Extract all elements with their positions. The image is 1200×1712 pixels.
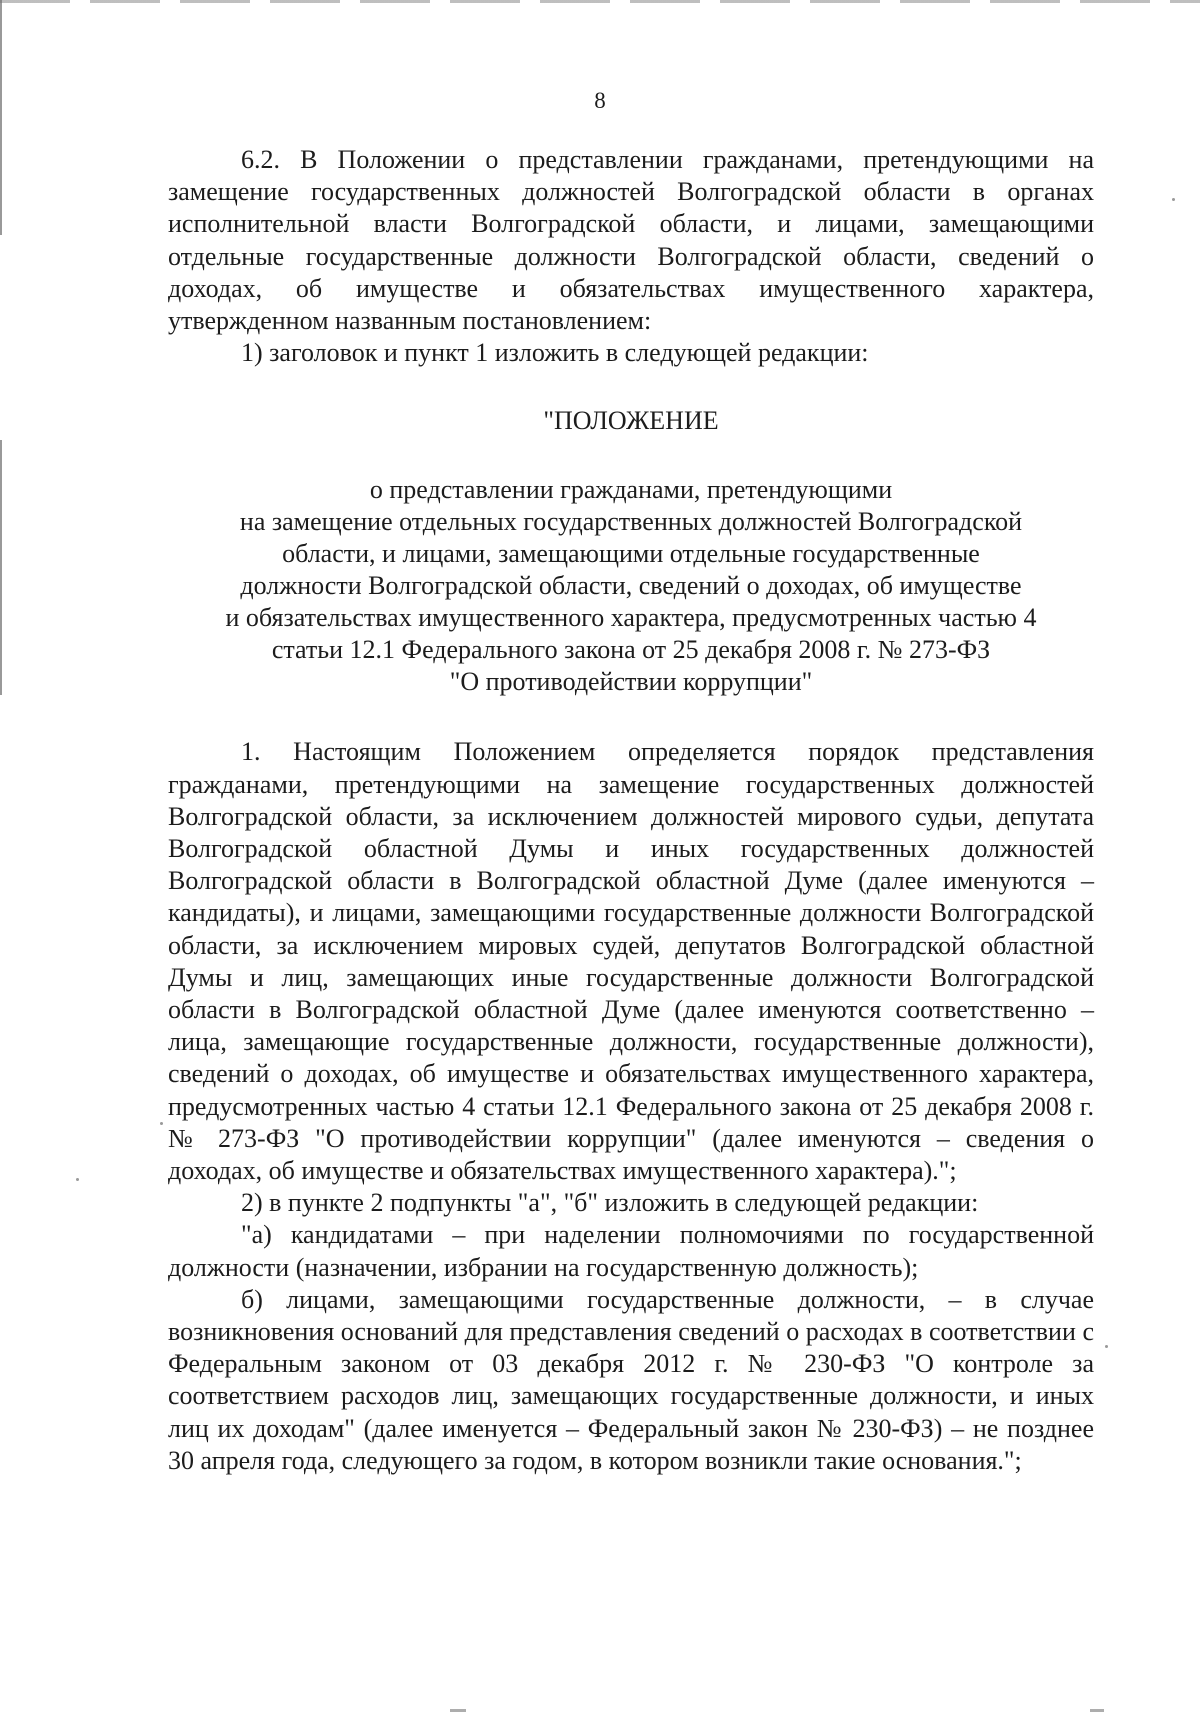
scan-speck — [160, 1122, 163, 1125]
amendment-item-1: 1) заголовок и пункт 1 изложить в следующей редакции: — [241, 338, 869, 368]
subtitle-line: о представлении гражданами, претендующими — [369, 475, 893, 505]
subtitle-line: статьи 12.1 Федерального закона от 25 декабря 2008 г. № 273-ФЗ — [271, 635, 991, 665]
amendment-item-2: 2) в пункте 2 подпункты "а", "б" изложить в следующей редакции: — [241, 1188, 979, 1218]
scan-edge-top — [0, 0, 1200, 3]
regulation-title: "ПОЛОЖЕНИЕ — [543, 406, 719, 436]
page-number: 8 — [594, 88, 606, 113]
scan-edge-left — [0, 0, 2, 235]
subtitle-line: "О противодействии коррупции" — [449, 667, 813, 697]
subtitle-line: и обязательствах имущественного характера, предусмотренных частью 4 — [225, 603, 1037, 633]
scan-speck — [76, 1178, 79, 1181]
scan-speck — [1105, 1345, 1108, 1348]
subtitle-line: должности Волгоградской области, сведений о доходах, об имуществе — [240, 571, 1022, 601]
amendment-subpoint-a: "а) кандидатами – при наделении полномочиями по государственной должности (назначении, избрании на государственную должность); — [168, 1220, 1094, 1282]
intro-paragraph: 6.2. В Положении о представлении гражданами, претендующими на замещение государственных должностей Волгоградской области в органах исполнительной власти Волгоградской области, и лицами, замещающими отдельные государственные должности Волгоградской области, сведений о доходах, об имуществе и обязательствах имущественного характера, утвержденном названным постановлением: — [168, 145, 1094, 336]
regulation-point-1: 1. Настоящим Положением определяется порядок представления гражданами, претендующими на замещение государственных должностей Волгоградской области, за исключением должностей мирового судьи, депутата Волгоградской областной Думы и иных государственных должностей Волгоградской области в Волгоградской областной Думе (далее именуются – кандидаты), и лицами, замещающими государственные должности Волгоградской области, за исключением мировых судей, депутатов Волгоградской областной Думы и лиц, замещающих иные государственные должности Волгоградской области в Волгоградской областной Думе (далее именуются соответственно – лица, замещающие государственные должности, государственные должности), сведений о доходах, об имуществе и обязательствах имущественного характера, предусмотренных частью 4 статьи 12.1 Федерального закона от 25 декабря 2008 г. № 273-ФЗ "О противодействии коррупции" (далее именуются – сведения о доходах, об имуществе и обязательствах имущественного характера)."; — [168, 737, 1094, 1186]
scan-speck — [1172, 198, 1175, 201]
scan-edge-bottom — [0, 1708, 1200, 1712]
regulation-subtitle — [168, 474, 1094, 698]
amendment-subpoint-b: б) лицами, замещающими государственные должности, – в случае возникновения оснований для представления сведений о расходах в соответствии с Федеральным законом от 03 декабря 2012 г. № 230-ФЗ "О контроле за соответствием расходов лиц, замещающих государственные должности, и иных лиц их доходам" (далее именуется – Федеральный закон № 230-ФЗ) – не позднее 30 апреля года, следующего за годом, в котором возникли такие основания."; — [168, 1284, 1094, 1475]
document-body — [168, 144, 1094, 1477]
scan-edge-left — [0, 440, 2, 695]
subtitle-line: области, и лицами, замещающими отдельные государственные — [282, 539, 980, 569]
subtitle-line: на замещение отдельных государственных должностей Волгоградской — [239, 507, 1023, 537]
